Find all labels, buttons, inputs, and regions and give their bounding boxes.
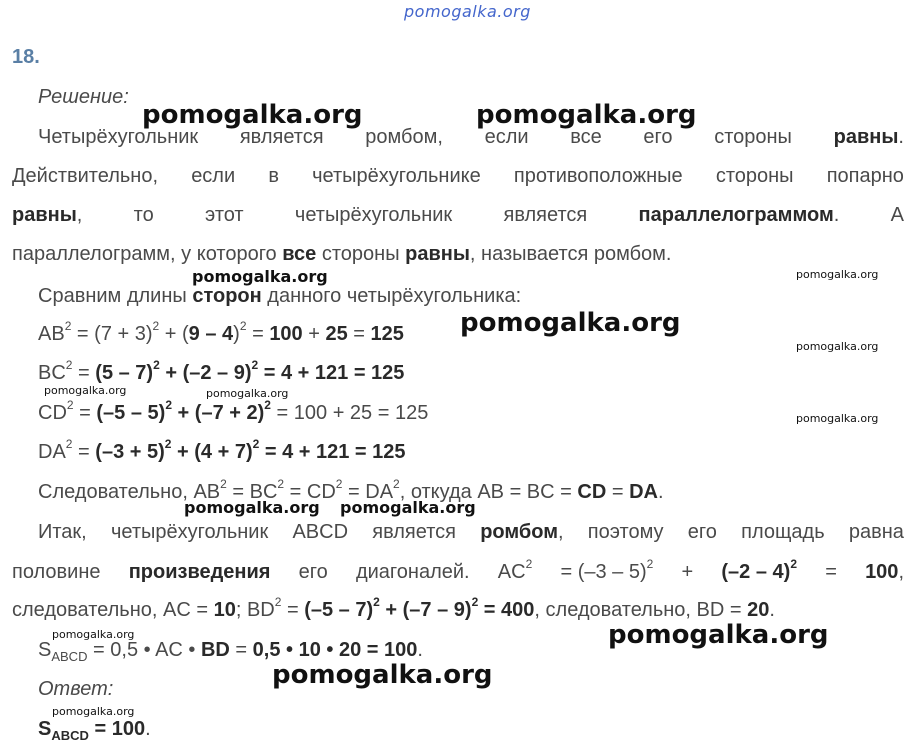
word: все bbox=[570, 126, 602, 148]
word: если bbox=[191, 165, 236, 187]
text: = 100 + 25 = 125 bbox=[270, 402, 429, 424]
compare-line bbox=[38, 284, 521, 308]
watermark: pomogalka.org bbox=[460, 308, 681, 338]
text: DA bbox=[38, 441, 66, 463]
bold-text: 100 bbox=[865, 561, 899, 583]
word: поэтому bbox=[587, 521, 664, 543]
word bbox=[834, 125, 904, 149]
punct: , bbox=[76, 204, 83, 226]
text: AB bbox=[38, 323, 65, 345]
word bbox=[865, 560, 904, 584]
equation-cd bbox=[38, 398, 429, 425]
bold-word: сторон bbox=[192, 285, 262, 307]
word: является bbox=[239, 126, 324, 148]
paragraph-1-line-4 bbox=[12, 242, 671, 266]
word: четырёхугольник bbox=[294, 204, 453, 226]
word: его bbox=[643, 126, 673, 148]
text: ) bbox=[233, 323, 240, 345]
word: то bbox=[133, 204, 154, 226]
word: противоположные bbox=[513, 165, 683, 187]
solution-label bbox=[38, 85, 129, 109]
word bbox=[480, 520, 563, 544]
word: этот bbox=[205, 204, 244, 226]
bold-word: произведения bbox=[128, 561, 271, 583]
watermark: pomogalka.org bbox=[206, 387, 289, 400]
text: = 0,5 • AC • bbox=[87, 639, 201, 661]
paragraph-2-line-1 bbox=[38, 520, 904, 544]
word: ABCD bbox=[292, 521, 349, 543]
text: , откуда AB = BC = bbox=[399, 481, 578, 503]
word: стороны bbox=[715, 165, 794, 187]
word: $AC^2$ bbox=[497, 557, 533, 583]
equation-bc bbox=[38, 358, 405, 385]
exponent: 2 bbox=[335, 477, 343, 492]
bold-text: 25 bbox=[325, 323, 348, 345]
bold-text: 20 bbox=[747, 599, 770, 621]
word: = (–3 – 5)$^2$ bbox=[560, 557, 654, 583]
watermark: pomogalka.org bbox=[476, 100, 697, 130]
text: Следовательно, AB bbox=[38, 481, 221, 503]
text: = bbox=[281, 599, 305, 621]
exponent: 2 bbox=[64, 319, 72, 334]
exponent: 2 bbox=[393, 477, 400, 492]
word: стороны bbox=[714, 126, 792, 148]
punct: . bbox=[898, 126, 904, 148]
text: CD bbox=[38, 402, 67, 424]
exponent: 2 bbox=[164, 437, 172, 452]
bold-text: (5 – 7) bbox=[95, 362, 154, 384]
bold-text: = 4 + 121 = 125 bbox=[259, 441, 406, 463]
word: попарно bbox=[826, 165, 904, 187]
watermark: pomogalka.org bbox=[340, 498, 476, 517]
bold-text: CD bbox=[577, 481, 607, 503]
word: в bbox=[268, 165, 279, 187]
text: = bbox=[72, 441, 96, 463]
task-number: 18. bbox=[12, 46, 40, 68]
exponent: 2 bbox=[65, 358, 73, 373]
text: = (7 + 3) bbox=[71, 323, 153, 345]
text: = bbox=[72, 362, 96, 384]
bold-text: + (–2 – 9) bbox=[159, 362, 252, 384]
bold-text: 9 – 4 bbox=[188, 323, 234, 345]
text: Сравним длины bbox=[38, 285, 193, 307]
bold-word: ромбом bbox=[480, 521, 559, 543]
paragraph-2-line-2 bbox=[12, 557, 904, 584]
text: = DA bbox=[342, 481, 394, 503]
area-formula bbox=[38, 638, 423, 662]
watermark: pomogalka.org bbox=[796, 412, 879, 425]
word: если bbox=[484, 126, 529, 148]
bold-text: + (–7 – 9) bbox=[379, 599, 472, 621]
bold-text: = 400 bbox=[478, 599, 535, 621]
word: Итак, bbox=[38, 521, 87, 543]
bold-word: параллелограммом bbox=[638, 204, 834, 226]
exponent: 2 bbox=[239, 319, 247, 334]
word: равна bbox=[848, 521, 904, 543]
exponent: 2 bbox=[251, 358, 259, 373]
bold-text: + (–7 + 2) bbox=[172, 402, 265, 424]
text: . bbox=[657, 481, 664, 503]
watermark: pomogalka.org bbox=[184, 498, 320, 517]
watermark: pomogalka.org bbox=[192, 267, 328, 286]
exponent: 2 bbox=[264, 398, 271, 413]
text: , называется ромбом. bbox=[469, 243, 672, 265]
watermark: pomogalka.org bbox=[44, 384, 127, 397]
watermark-top[interactable]: pomogalka.org bbox=[404, 2, 531, 21]
answer-label-text: Ответ: bbox=[38, 678, 114, 700]
subscript: ABCD bbox=[51, 649, 88, 664]
answer bbox=[38, 717, 151, 741]
text: = bbox=[246, 323, 270, 345]
paragraph-1-line-2 bbox=[12, 164, 904, 188]
word: площадь bbox=[741, 521, 825, 543]
bold-text: 100 bbox=[269, 323, 303, 345]
word: является bbox=[372, 521, 456, 543]
watermark: pomogalka.org bbox=[142, 100, 363, 130]
word: четырёхугольнике bbox=[312, 165, 481, 187]
watermark: pomogalka.org bbox=[796, 340, 879, 353]
bold-word: все bbox=[282, 243, 317, 265]
text: , следовательно, BD = bbox=[534, 599, 748, 621]
text: = bbox=[229, 639, 253, 661]
text: + bbox=[302, 323, 326, 345]
text: стороны bbox=[316, 243, 406, 265]
exponent: 2 bbox=[165, 398, 172, 413]
bold-text: (–2 – 4) bbox=[721, 561, 791, 583]
exponent: 2 bbox=[153, 358, 160, 373]
bold-text: 10 bbox=[213, 599, 236, 621]
exponent: 2 bbox=[220, 477, 227, 492]
exponent: 2 bbox=[152, 319, 160, 334]
punct: . bbox=[145, 718, 151, 740]
text: параллелограмм, у которого bbox=[12, 243, 283, 265]
word: Действительно, bbox=[12, 165, 159, 187]
word: четырёхугольник bbox=[110, 521, 269, 543]
word: = bbox=[825, 561, 837, 583]
word: половине bbox=[12, 561, 101, 583]
answer-label bbox=[38, 677, 113, 701]
equation-ab bbox=[38, 319, 404, 346]
word: Четырёхугольник bbox=[38, 126, 199, 148]
solution-label-text: Решение: bbox=[38, 86, 129, 108]
text: . bbox=[769, 599, 775, 621]
text: = bbox=[73, 402, 97, 424]
consequence-line bbox=[38, 477, 664, 504]
exponent: 2 bbox=[65, 437, 73, 452]
word: ромбом, bbox=[365, 126, 443, 148]
subscript: ABCD bbox=[51, 728, 89, 743]
text: AC bbox=[497, 561, 526, 583]
bold-word: равны bbox=[405, 243, 470, 265]
text: следовательно, AC = bbox=[12, 599, 214, 621]
watermark: pomogalka.org bbox=[52, 705, 135, 718]
bold-text: = 100 bbox=[88, 718, 146, 740]
bold-word: равны bbox=[833, 126, 899, 148]
word: его bbox=[687, 521, 717, 543]
bold-text: DA bbox=[629, 481, 658, 503]
word: (–2 – 4)$^2$ bbox=[721, 557, 797, 583]
word: является bbox=[503, 204, 588, 226]
exponent: 2 bbox=[252, 437, 260, 452]
text: . bbox=[417, 639, 423, 661]
word: диагоналей. bbox=[355, 561, 470, 583]
punct: , bbox=[558, 521, 564, 543]
text: ; BD bbox=[235, 599, 275, 621]
watermark: pomogalka.org bbox=[608, 620, 829, 650]
bold-text: S bbox=[38, 718, 52, 740]
word bbox=[12, 203, 82, 227]
watermark: pomogalka.org bbox=[272, 660, 493, 690]
bold-text: 0,5 • 10 • 20 = 100 bbox=[252, 639, 418, 661]
paragraph-1-line-3 bbox=[12, 203, 904, 227]
text: = bbox=[606, 481, 630, 503]
bold-text: + (4 + 7) bbox=[171, 441, 253, 463]
bold-text: 125 bbox=[370, 323, 404, 345]
text: BC bbox=[38, 362, 66, 384]
text: + ( bbox=[159, 323, 189, 345]
text: данного четырёхугольника: bbox=[261, 285, 522, 307]
punct: . bbox=[833, 204, 840, 226]
text: = CD bbox=[284, 481, 336, 503]
exponent: 2 bbox=[277, 477, 285, 492]
word bbox=[639, 203, 840, 227]
text: = (–3 – 5) bbox=[560, 561, 647, 583]
watermark: pomogalka.org bbox=[52, 628, 135, 641]
bold-text: (–5 – 7) bbox=[304, 599, 374, 621]
punct: , bbox=[898, 561, 904, 583]
watermark: pomogalka.org bbox=[796, 268, 879, 281]
text: = bbox=[347, 323, 371, 345]
word: + bbox=[681, 561, 694, 583]
word: его bbox=[298, 561, 328, 583]
bold-text: (–3 + 5) bbox=[95, 441, 165, 463]
paragraph-2-line-3: следовательно, AC = 10; $BD^2 = (-5 - 7)^2 + (-7 - 9)^2 = 400$, следовательно, BD = 20. bbox=[12, 595, 775, 621]
bold-text: = 4 + 121 = 125 bbox=[258, 362, 405, 384]
word: А bbox=[890, 204, 904, 226]
paragraph-1-line-1 bbox=[38, 125, 904, 149]
bold-word: равны bbox=[12, 204, 77, 226]
equation-da bbox=[38, 437, 406, 464]
bold-text: (–5 – 5) bbox=[96, 402, 166, 424]
exponent: 2 bbox=[66, 398, 74, 413]
text: S bbox=[38, 639, 52, 661]
text: = BC bbox=[226, 481, 278, 503]
bold-text: BD bbox=[200, 639, 230, 661]
